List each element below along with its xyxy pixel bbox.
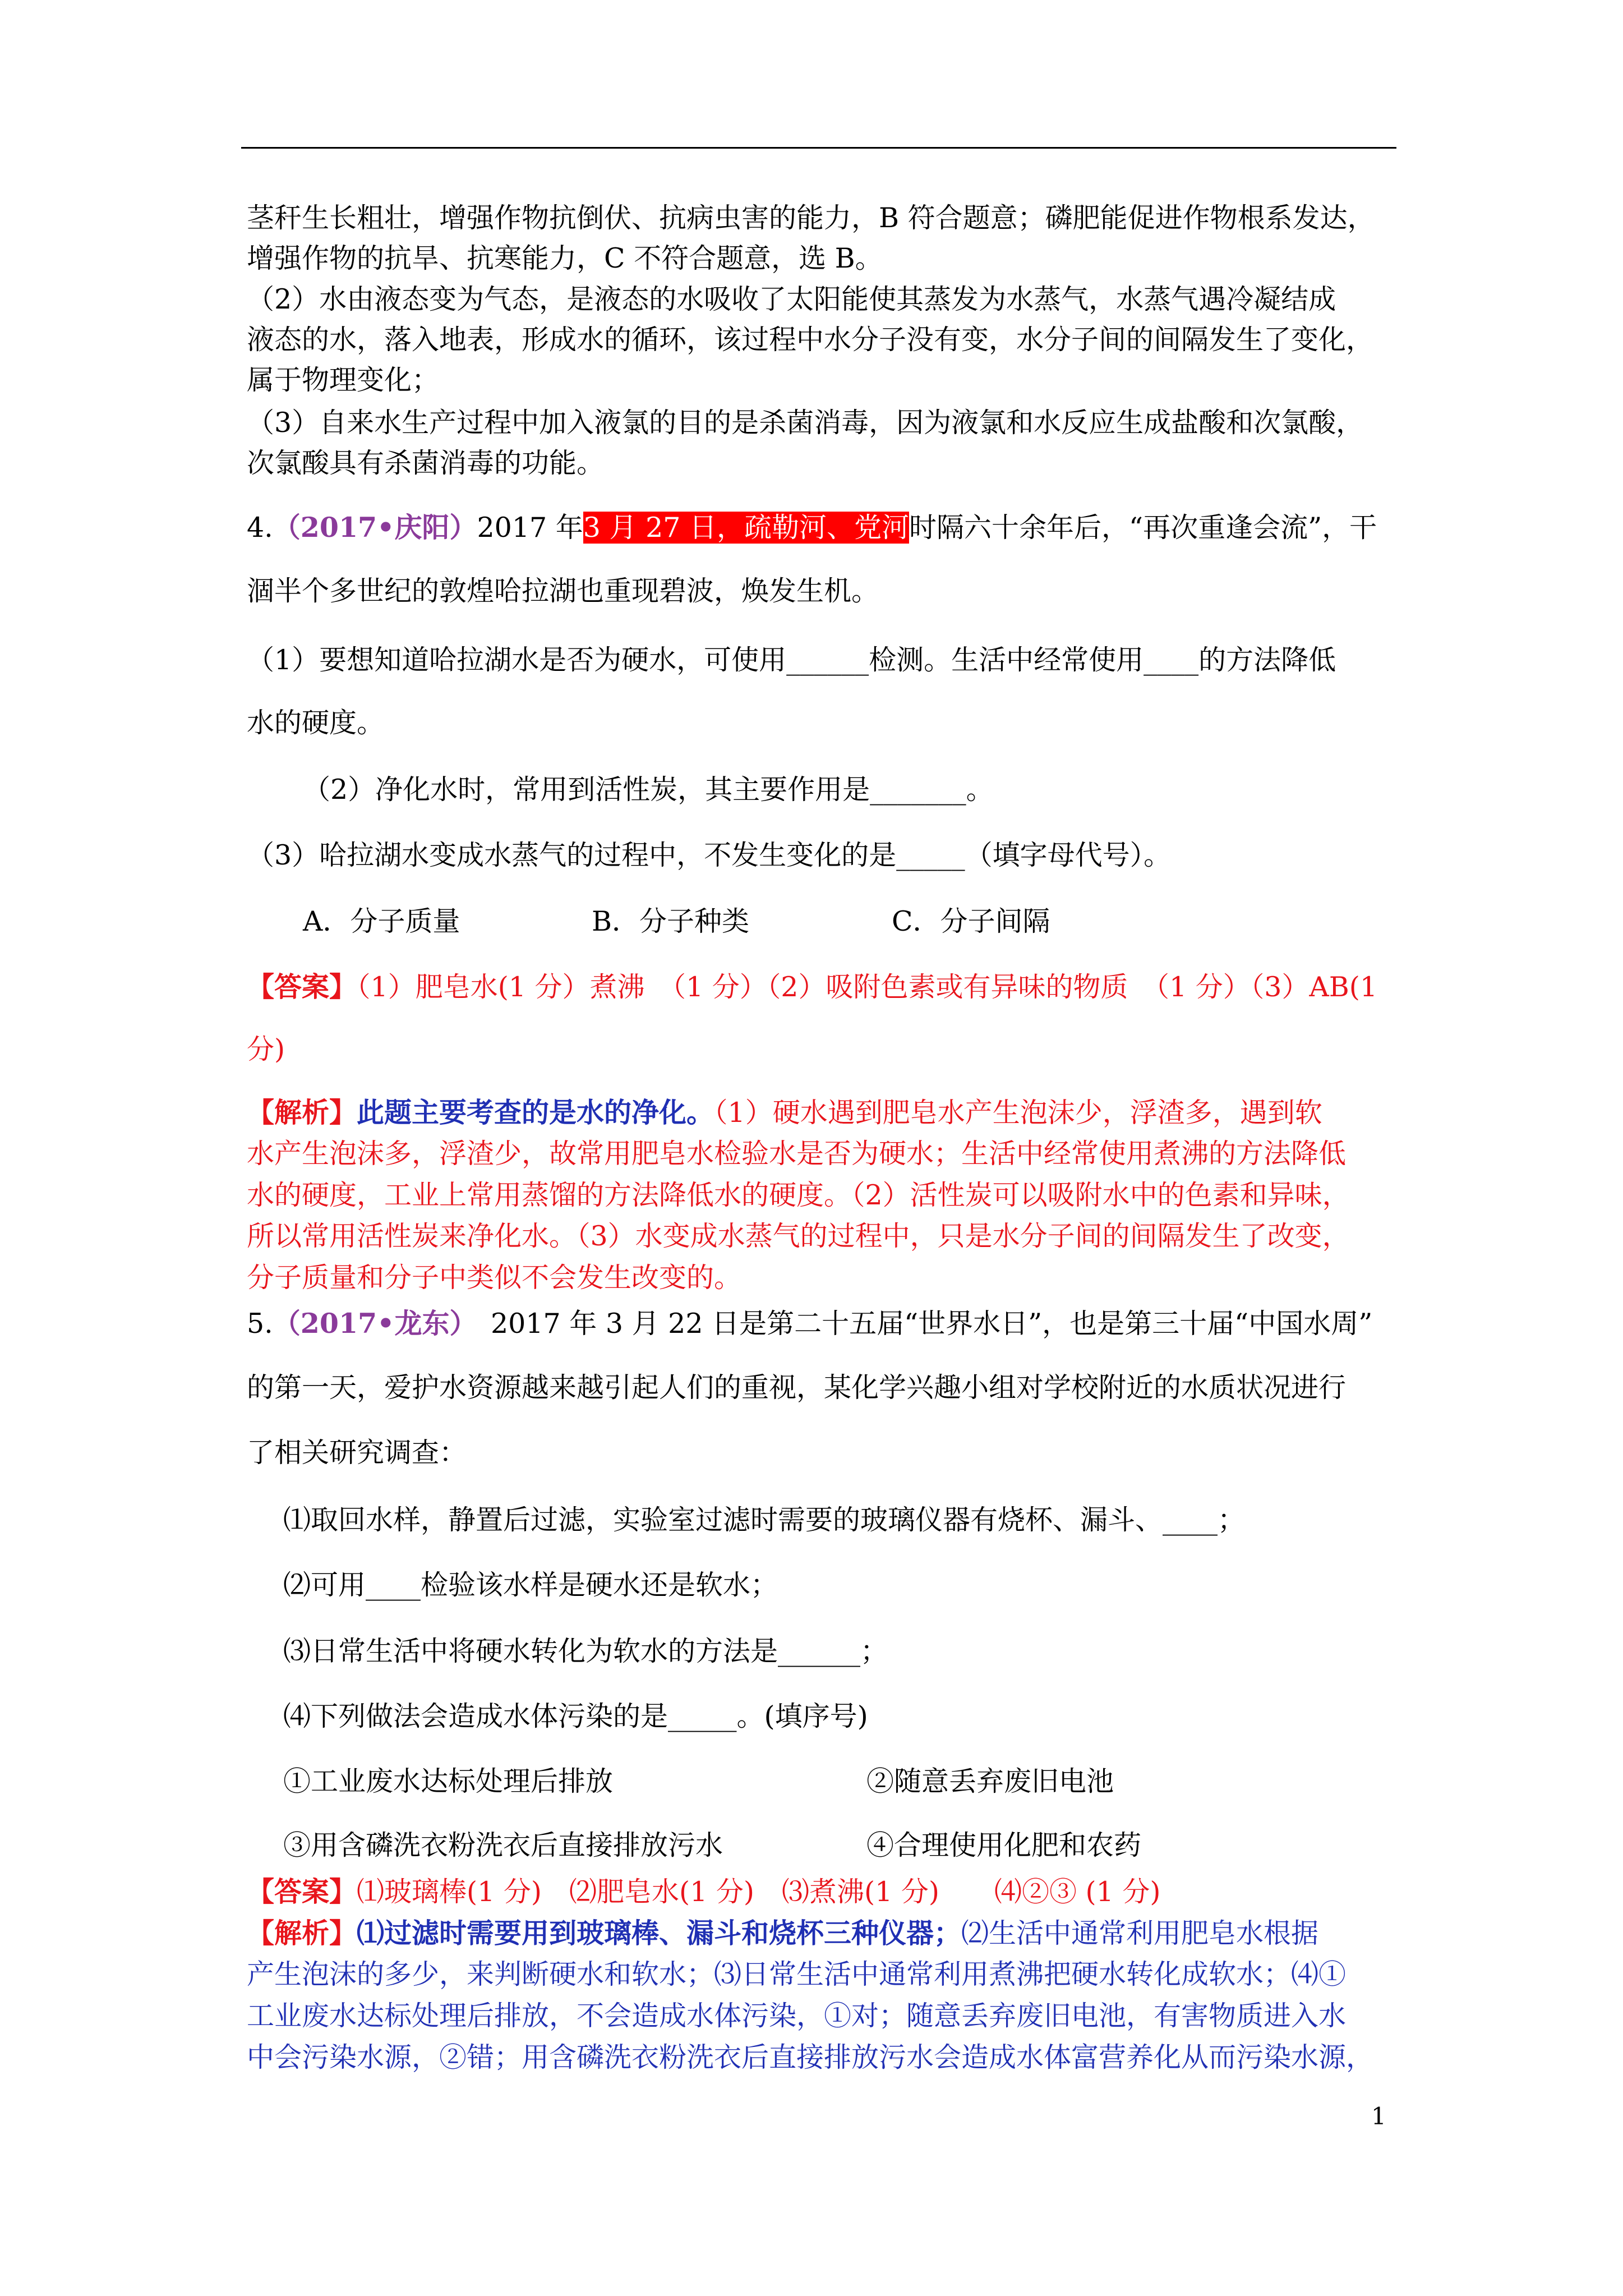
q5-intro: 5.（2017•龙东） 2017 年 3 月 22 日是第二十五届“世界水日”，也是第三十届“中国水周” — [247, 1307, 1373, 1340]
q4-part2: （2）净化水时，常用到活性炭，其主要作用是_______。 — [303, 774, 994, 806]
q4-intro-line2: 涸半个多世纪的敦煌哈拉湖也重现碧波，焕发生机。 — [247, 575, 879, 607]
q5-analysis-line: 工业废水达标处理后排放，不会造成水体污染，①对；随意丢弃废旧电池，有害物质进入水 — [247, 2000, 1347, 2032]
q5-analysis-line: 产生泡沫的多少，来判断硬水和软水；⑶日常生活中通常利用煮沸把硬水转化成软水；⑷① — [247, 1958, 1347, 1990]
q4-number: 4. — [247, 512, 273, 544]
q4-analysis-line: 水的硬度，工业上常用蒸馏的方法降低水的硬度。（2）活性炭可以吸附水中的色素和异味， — [247, 1179, 1350, 1211]
q4-option-b: B．分子种类 — [592, 905, 750, 937]
q5-analysis: 【解析】⑴过滤时需要用到玻璃棒、漏斗和烧杯三种仪器；⑵生活中通常利用肥皂水根据 — [247, 1917, 1319, 1949]
q4-part1-cont: 水的硬度。 — [247, 707, 385, 739]
q4-option-c: C．分子间隔 — [892, 905, 1050, 937]
q4-analysis-lead: 此题主要考查的是水的净化。 — [357, 1096, 714, 1129]
continuation-line: 属于物理变化； — [247, 364, 440, 396]
q4-answer-tag: 【答案】 — [247, 970, 357, 1003]
continuation-line: 液态的水，落入地表，形成水的循环，该过程中水分子没有变，水分子间的间隔发生了变化， — [247, 324, 1374, 356]
q4-analysis-line: 分子质量和分子中类似不会发生改变的。 — [247, 1262, 742, 1294]
q4-source: （2017•庆阳） — [273, 511, 477, 544]
continuation-line: （3）自来水生产过程中加入液氯的目的是杀菌消毒，因为液氯和水反应生成盐酸和次氯酸， — [247, 407, 1364, 439]
q5-part1: ⑴取回水样，静置后过滤，实验室过滤时需要的玻璃仪器有烧杯、漏斗、____； — [283, 1504, 1246, 1536]
q4-options — [303, 903, 460, 940]
q4-analysis-line: 水产生泡沫多，浮渣少，故常用肥皂水检验水是否为硬水；生活中经常使用煮沸的方法降低 — [247, 1138, 1347, 1170]
q5-answer: 【答案】⑴玻璃棒(1 分) ⑵肥皂水(1 分) ⑶煮沸(1 分) ⑷②③ (1 分) — [247, 1875, 1161, 1908]
q4-highlight: 3 月 27 日，疏勒河、党河 — [583, 512, 910, 544]
q5-intro-line2: 的第一天，爱护水资源越来越引起人们的重视，某化学兴趣小组对学校附近的水质状况进行 — [247, 1372, 1347, 1404]
q4-option-a: A．分子质量 — [303, 905, 460, 937]
continuation-line: 次氯酸具有杀菌消毒的功能。 — [247, 447, 605, 479]
q4-answer: 【答案】（1）肥皂水(1 分）煮沸 （1 分）（2）吸附色素或有异味的物质 （1 分）（3）AB(1 — [247, 970, 1378, 1003]
q4-analysis-tag: 【解析】 — [247, 1096, 357, 1129]
q5-option-3: ③用含磷洗衣粉洗衣后直接排放污水 — [283, 1829, 723, 1861]
q5-part2: ⑵可用____检验该水样是硬水还是软水； — [283, 1569, 778, 1601]
q5-source: （2017•龙东） — [273, 1307, 463, 1340]
q4-part1: （1）要想知道哈拉湖水是否为硬水，可使用______检测。生活中经常使用____的方法降低 — [247, 644, 1336, 676]
continuation-line: （2）水由液态变为气态，是液态的水吸收了太阳能使其蒸发为水蒸气，水蒸气遇冷凝结成 — [247, 283, 1336, 315]
q5-number: 5. — [247, 1308, 273, 1340]
q4-analysis: 【解析】此题主要考查的是水的净化。（1）硬水遇到肥皂水产生泡沫少，浮渣多，遇到软 — [247, 1096, 1322, 1129]
q5-option-2: ②随意丢弃废旧电池 — [866, 1765, 1114, 1797]
q5-analysis-tag: 【解析】 — [247, 1917, 357, 1949]
q5-answer-tag: 【答案】 — [247, 1875, 357, 1908]
q4-intro: 4.（2017•庆阳）2017 年3 月 27 日，疏勒河、党河时隔六十余年后，“再次重逢会流”，干 — [247, 511, 1377, 544]
q4-answer-cont: 分) — [247, 1033, 285, 1065]
q4-part3: （3）哈拉湖水变成水蒸气的过程中，不发生变化的是_____（填字母代号）。 — [247, 839, 1172, 871]
q5-intro-line3: 了相关研究调查： — [247, 1437, 467, 1469]
q5-option-4: ④合理使用化肥和农药 — [866, 1829, 1142, 1861]
continuation-line: 茎秆生长粗壮，增强作物抗倒伏、抗病虫害的能力，B 符合题意；磷肥能促进作物根系发达， — [247, 202, 1375, 234]
q5-analysis-lead: ⑴过滤时需要用到玻璃棒、漏斗和烧杯三种仪器； — [357, 1917, 962, 1949]
q5-analysis-line: 中会污染水源，②错；用含磷洗衣粉洗衣后直接排放污水会造成水体富营养化从而污染水源， — [247, 2041, 1374, 2073]
q5-part3: ⑶日常生活中将硬水转化为软水的方法是______； — [283, 1635, 888, 1667]
page-number: 1 — [1371, 2102, 1386, 2130]
q5-part4: ⑷下列做法会造成水体污染的是_____。(填序号) — [283, 1700, 868, 1732]
q5-option-1: ①工业废水达标处理后排放 — [283, 1765, 614, 1797]
q4-analysis-line: 所以常用活性炭来净化水。（3）水变成水蒸气的过程中，只是水分子间的间隔发生了改变， — [247, 1220, 1350, 1252]
header-rule — [241, 147, 1396, 149]
continuation-line: 增强作物的抗旱、抗寒能力，C 不符合题意，选 B。 — [247, 242, 883, 274]
